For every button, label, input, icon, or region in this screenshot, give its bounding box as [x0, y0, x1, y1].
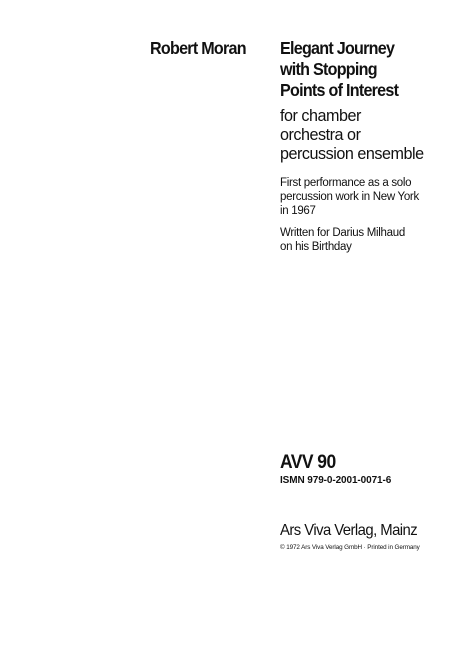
catalog-number: AVV 90: [280, 452, 336, 473]
work-title: [280, 38, 398, 101]
title-line: Points of Interest: [280, 80, 399, 100]
instrumentation: [280, 106, 424, 163]
note-line: First performance as a solo: [280, 177, 412, 189]
subtitle-line: percussion ensemble: [280, 144, 424, 163]
publisher-name: Ars Viva Verlag, Mainz: [280, 522, 418, 539]
subtitle-line: for chamber: [280, 106, 361, 125]
note-line: percussion work in New York: [280, 191, 419, 203]
first-performance-note: [280, 176, 419, 218]
subtitle-line: orchestra or: [280, 125, 361, 144]
note-line: in 1967: [280, 205, 316, 217]
note-line: Written for Darius Milhaud: [280, 227, 405, 239]
title-line: Elegant Journey: [280, 38, 395, 58]
ismn-number: ISMN 979-0-2001-0071-6: [280, 475, 392, 486]
dedication-note: [280, 226, 405, 254]
note-line: on his Birthday: [280, 241, 352, 253]
copyright-notice: © 1972 Ars Viva Verlag GmbH · Printed in Germany: [280, 544, 420, 551]
title-line: with Stopping: [280, 59, 377, 79]
composer-name: Robert Moran: [150, 38, 246, 58]
